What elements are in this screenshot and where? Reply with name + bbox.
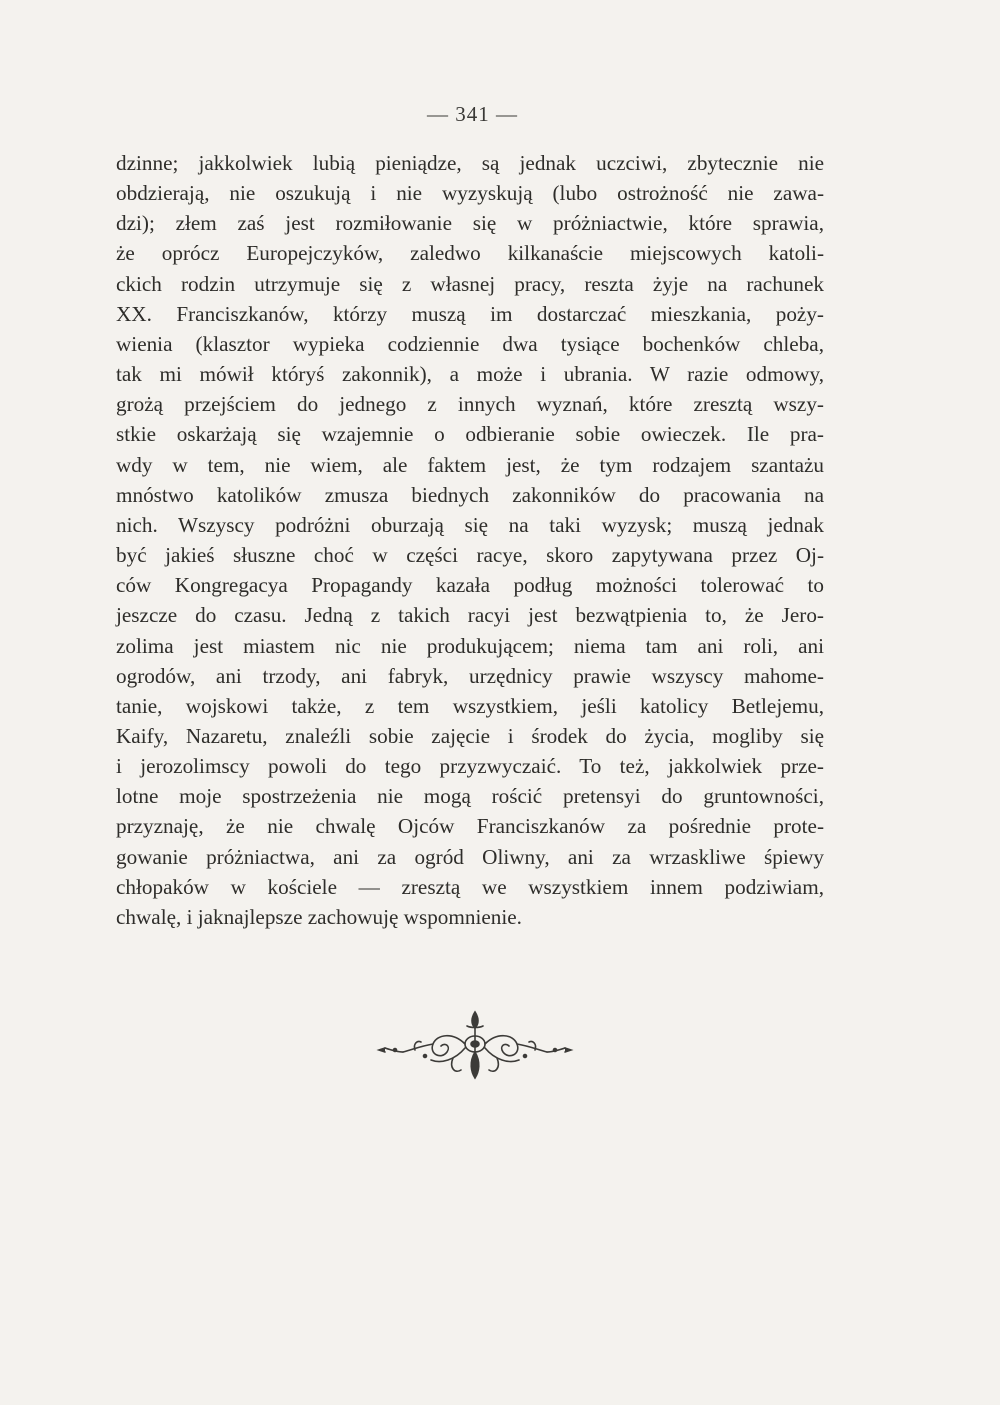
page-number: — 341 — xyxy=(427,102,518,126)
text-line: dzi); złem zaś jest rozmiłowanie się w próżniactwie, które sprawia, xyxy=(116,211,824,236)
text-line: przyznaję, że nie chwalę Ojców Franciszkanów za pośrednie prote- xyxy=(116,814,824,839)
text-line: tanie, wojskowi także, z tem wszystkiem, jeśli katolicy Betlejemu, xyxy=(116,693,824,718)
text-line: ców Kongregacya Propagandy kazała podług możności tolerować to xyxy=(116,573,824,598)
text-line: dzinne; jakkolwiek lubią pieniądze, są jednak uczciwi, zbytecznie nie xyxy=(116,151,824,175)
text-line: mnóstwo katolików zmusza biednych zakonników do pracowania na xyxy=(116,482,824,507)
text-line: gowanie próżniactwa, ani za ogród Oliwny, ani za wrzaskliwe śpiewy xyxy=(116,844,824,869)
text-line: ogrodów, ani trzody, ani fabryk, urzędnicy prawie wszyscy mahome- xyxy=(116,663,824,688)
text-line: tak mi mówił któryś zakonnik), a może i ubrania. W razie odmowy, xyxy=(116,362,824,387)
body-text xyxy=(116,148,824,932)
text-line: obdzierają, nie oszukują i nie wyzyskują (lubo ostrożność nie zawa- xyxy=(116,181,824,206)
floral-vignette-icon xyxy=(375,1008,575,1088)
text-line: że oprócz Europejczyków, zaledwo kilkanaście miejscowych katoli- xyxy=(116,241,824,266)
text-line: wdy w tem, nie wiem, ale faktem jest, że tym rodzajem szantażu xyxy=(116,452,824,477)
text-line: XX. Franciszkanów, którzy muszą im dostarczać mieszkania, poży- xyxy=(116,301,824,326)
text-line: być jakieś słuszne choć w części racye, skoro zapytywana przez Oj- xyxy=(116,543,824,568)
text-line: grożą przejściem do jednego z innych wyznań, które zresztą wszy- xyxy=(116,392,824,417)
text-line: nich. Wszyscy podróżni oburzają się na taki wyzysk; muszą jednak xyxy=(116,512,824,537)
text-line-last: chwalę, i jaknajlepsze zachowuję wspomnienie. xyxy=(116,904,522,929)
text-line: ckich rodzin utrzymuje się z własnej pracy, reszta żyje na rachunek xyxy=(116,271,824,296)
text-line: lotne moje spostrzeżenia nie mogą rościć pretensyi do gruntowności, xyxy=(116,784,824,809)
text-line: stkie oskarżają się wzajemnie o odbieranie sobie owieczek. Ile pra- xyxy=(116,422,824,447)
text-line: Kaify, Nazaretu, znaleźli sobie zajęcie i środek do życia, mogliby się xyxy=(116,723,824,748)
text-line: jeszcze do czasu. Jedną z takich racyi jest bezwątpienia to, że Jero- xyxy=(116,603,824,628)
text-line: chłopaków w kościele — zresztą we wszystkiem innem podziwiam, xyxy=(116,874,824,899)
text-line: wienia (klasztor wypieka codziennie dwa tysiące bochenków chleba, xyxy=(116,331,824,356)
text-line: zolima jest miastem nic nie produkującem; niema tam ani roli, ani xyxy=(116,633,824,658)
text-line: i jerozolimscy powoli do tego przyzwyczaić. To też, jakkolwiek prze- xyxy=(116,754,824,779)
